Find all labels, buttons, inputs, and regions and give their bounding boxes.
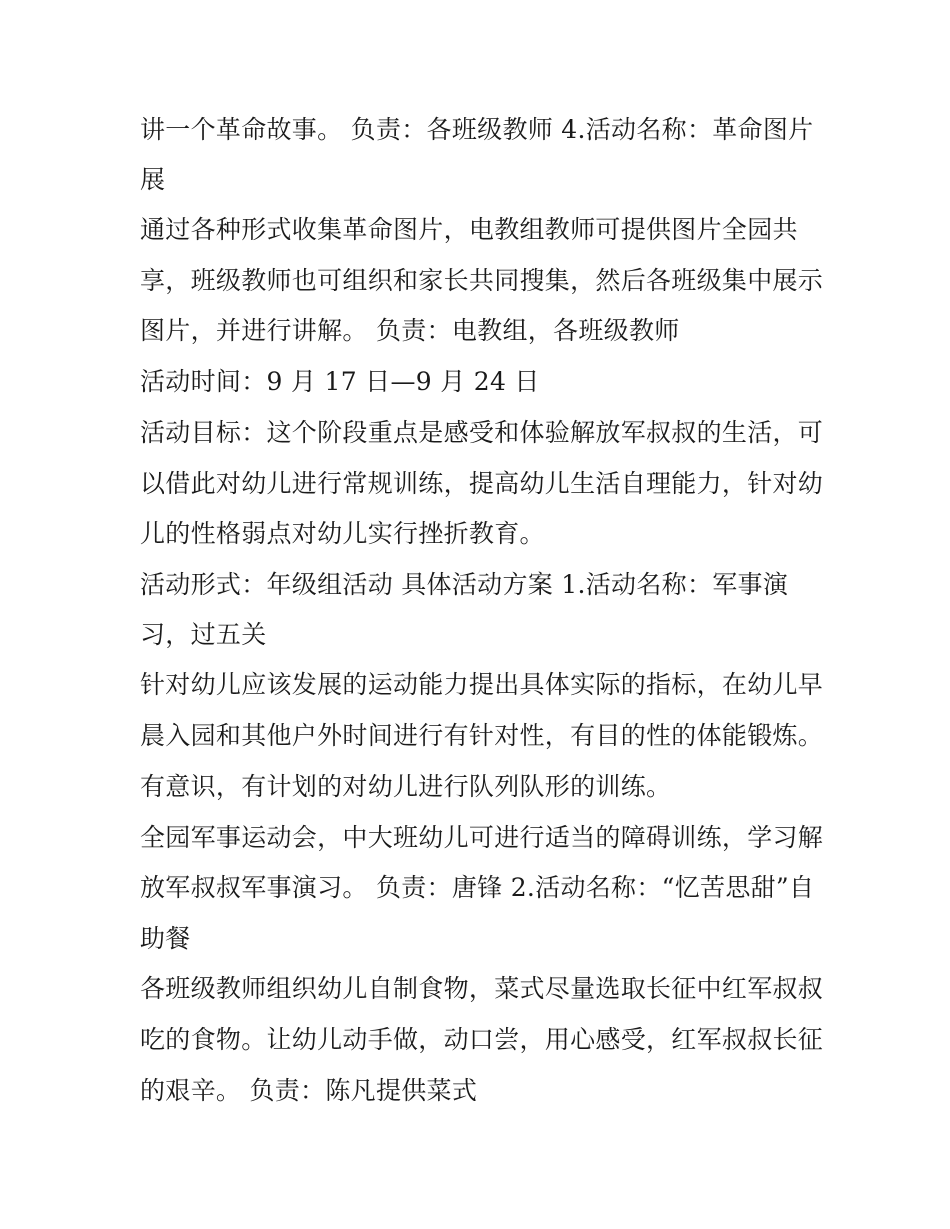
text-line: 展 xyxy=(140,165,166,194)
text-line: 放军叔叔军事演习。 负责：唐锋 2.活动名称：“忆苦思甜”自 xyxy=(140,873,815,902)
text-line: 活动目标：这个阶段重点是感受和体验解放军叔叔的生活，可 xyxy=(140,418,824,447)
text-line: 图片，并进行讲解。 负责：电教组，各班级教师 xyxy=(140,316,680,345)
text-line: 各班级教师组织幼儿自制食物，菜式尽量选取长征中红军叔叔 xyxy=(140,974,824,1003)
text-line: 晨入园和其他户外时间进行有针对性，有目的性的体能锻炼。 xyxy=(140,721,824,750)
text-line: 有意识，有计划的对幼儿进行队列队形的训练。 xyxy=(140,772,672,801)
text-line: 以借此对幼儿进行常规训练，提高幼儿生活自理能力，针对幼 xyxy=(140,469,824,498)
text-line: 习，过五关 xyxy=(140,620,267,649)
text-line: 通过各种形式收集革命图片，电教组教师可提供图片全园共 xyxy=(140,215,798,244)
text-line: 针对幼儿应该发展的运动能力提出具体实际的指标，在幼儿早 xyxy=(140,670,824,699)
text-line: 活动形式：年级组活动 具体活动方案 1.活动名称：军事演 xyxy=(140,570,789,599)
text-line: 助餐 xyxy=(140,924,191,953)
text-line: 的艰辛。 负责：陈凡提供菜式 xyxy=(140,1076,478,1105)
text-line: 儿的性格弱点对幼儿实行挫折教育。 xyxy=(140,519,545,548)
text-line: 活动时间：9 月 17 日—9 月 24 日 xyxy=(140,367,540,396)
text-line: 享，班级教师也可组织和家长共同搜集，然后各班级集中展示 xyxy=(140,266,824,295)
text-line: 全园军事运动会，中大班幼儿可进行适当的障碍训练，学习解 xyxy=(140,823,824,852)
text-line: 吃的食物。让幼儿动手做，动口尝，用心感受，红军叔叔长征 xyxy=(140,1025,824,1054)
text-line: 讲一个革命故事。 负责：各班级教师 4.活动名称：革命图片 xyxy=(140,115,814,144)
